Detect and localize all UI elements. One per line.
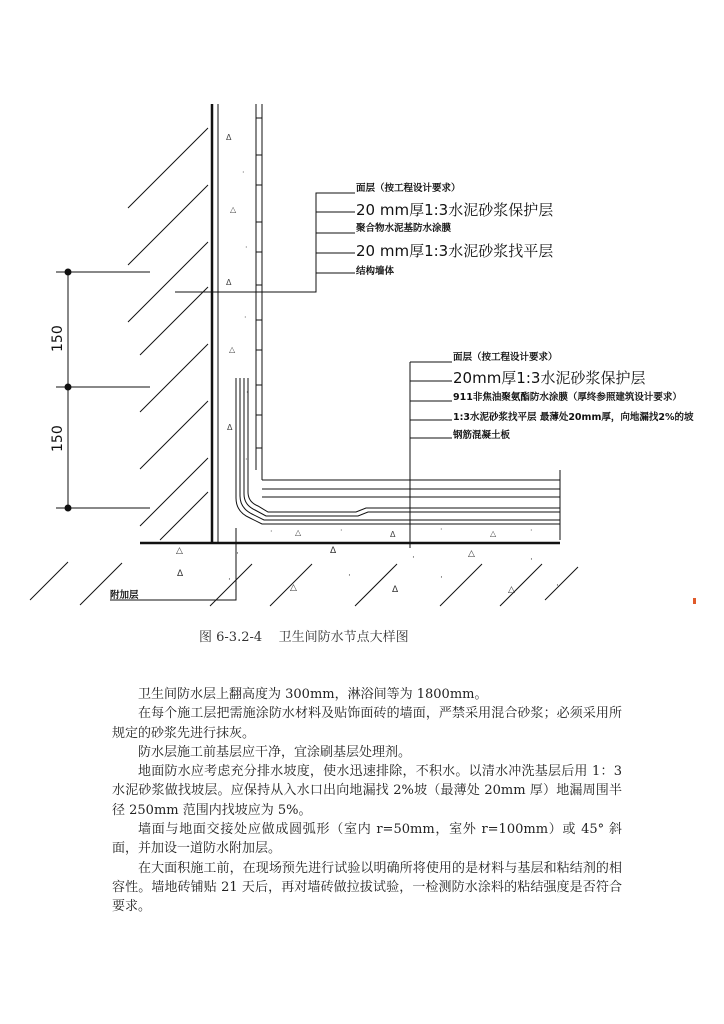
svg-text:Δ: Δ	[226, 133, 232, 142]
svg-text:·: ·	[228, 575, 231, 585]
wall-label-protect: 20 mm厚1:3水泥砂浆保护层	[356, 201, 554, 219]
svg-text:△: △	[290, 583, 297, 593]
svg-text:Δ: Δ	[177, 569, 184, 579]
paragraph: 地面防水应考虑充分排水坡度，使水迅速排除，不积水。以清水冲洗基层后用 1：3 水泥砂浆做找坡层。应保持从入水口出向地漏找 2%坡（最薄处 20mm 厚）地漏周围半径 250mm 范围内找坡应为 5%。	[112, 764, 622, 818]
svg-text:·: ·	[236, 549, 239, 559]
svg-text:·: ·	[412, 553, 415, 563]
slab-aggregate	[176, 546, 559, 595]
svg-text:·: ·	[530, 526, 533, 535]
svg-text:·: ·	[440, 525, 443, 534]
svg-text:△: △	[230, 205, 237, 214]
svg-text:·: ·	[246, 388, 249, 397]
wall-tile-joints	[256, 104, 262, 470]
wall-leader-lines	[175, 193, 355, 292]
svg-text:△: △	[295, 528, 302, 537]
floor-label-slope: 1:3水泥砂浆找平层 最薄处20mm厚，向地漏找2%的坡	[453, 412, 694, 423]
figure-caption: 图 6-3.2-4 卫生间防水节点大样图	[199, 630, 409, 645]
paragraph: 在每个施工层把需施涂防水材料及贴饰面砖的墙面，严禁采用混合砂浆；必须采用所规定的砂浆先进行抹灰。	[112, 706, 622, 741]
floor-layers	[140, 470, 560, 543]
wall-label-finish: 面层（按工程设计要求）	[356, 183, 461, 194]
svg-text:Δ: Δ	[392, 585, 399, 595]
svg-text:·: ·	[348, 571, 351, 581]
paragraph: 卫生间防水层上翻高度为 300mm，淋浴间等为 1800mm。	[138, 687, 488, 702]
svg-text:△: △	[508, 585, 515, 595]
svg-text:△: △	[468, 549, 475, 559]
floor-label-protect: 20mm厚1:3水泥砂浆保护层	[453, 369, 646, 387]
svg-text:△: △	[229, 345, 236, 354]
body-text	[112, 685, 622, 917]
svg-text:Δ: Δ	[330, 546, 337, 556]
svg-text:△: △	[490, 529, 497, 538]
dimension-lines	[56, 269, 150, 511]
additional-layer-label: 附加层	[110, 590, 139, 601]
svg-text:·: ·	[530, 555, 533, 565]
svg-text:·: ·	[244, 313, 247, 322]
svg-text:△: △	[176, 546, 183, 556]
svg-text:·: ·	[340, 526, 343, 535]
svg-text:·: ·	[440, 573, 443, 583]
floor-label-waterproof: 911非焦油聚氨酯防水涂膜（厚终参照建筑设计要求）	[453, 392, 682, 403]
earth-hatching-left	[128, 128, 208, 540]
paragraph: 在大面积施工前，在现场预先进行试验以明确所将使用的是材料与基层和粘结剂的相容性。墙地砖铺贴 21 天后，再对墙砖做拉拔试验，一检测防水涂料的粘结强度是否符合要求。	[112, 860, 622, 915]
svg-text:·: ·	[245, 243, 248, 252]
paragraph: 防水层施工前基层应干净，宜涂刷基层处理剂。	[138, 744, 412, 760]
wall-label-level: 20 mm厚1:3水泥砂浆找平层	[356, 242, 554, 260]
svg-text:·: ·	[556, 581, 559, 591]
edge-marker	[693, 598, 696, 604]
svg-text:Δ: Δ	[227, 423, 233, 432]
dimension-upper: 150	[50, 325, 66, 352]
wall-label-structure: 结构墙体	[356, 266, 395, 277]
structural-wall	[212, 104, 262, 543]
paragraph: 墙面与地面交接处应做成圆弧形（室内 r=50mm，室外 r=100mm）或 45° 斜面，并加设一道防水附加层。	[112, 822, 622, 857]
svg-text:·: ·	[245, 455, 248, 464]
wall-label-waterproof: 聚合物水泥基防水涂膜	[356, 223, 452, 234]
floor-label-slab: 钢筋混凝土板	[453, 430, 511, 441]
dimension-lower: 150	[50, 425, 66, 452]
svg-text:Δ: Δ	[226, 278, 232, 287]
floor-label-finish: 面层（按工程设计要求）	[453, 352, 558, 363]
svg-text:·: ·	[242, 168, 245, 177]
svg-text:Δ: Δ	[390, 530, 396, 539]
svg-text:·: ·	[270, 527, 273, 536]
